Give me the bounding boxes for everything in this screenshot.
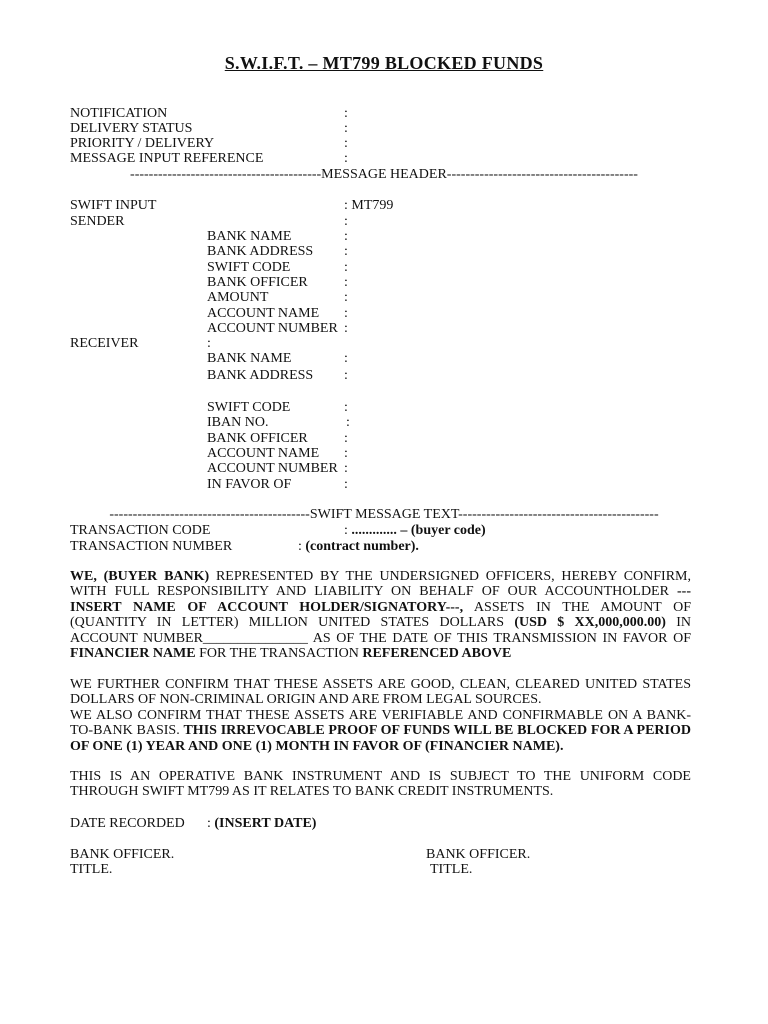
field-colon: : [344,260,348,275]
field-colon: : [344,477,348,492]
sender-field: BANK NAME [207,229,292,244]
transaction-number-label: TRANSACTION NUMBER [70,539,233,554]
document-title: S.W.I.F.T. – MT799 BLOCKED FUNDS [224,53,544,73]
field-colon: : [344,321,348,336]
field-colon: : [207,336,211,351]
receiver-field: BANK OFFICER [207,431,308,446]
sender-field: SWIFT CODE [207,260,291,275]
receiver-field: BANK ADDRESS [207,368,314,383]
swift-input-label: SWIFT INPUT [70,198,157,213]
field-colon: : [344,431,348,446]
left-bank-officer: BANK OFFICER. [70,847,175,862]
date-recorded-label: DATE RECORDED [70,816,185,831]
transaction-code-label: TRANSACTION CODE [70,523,211,538]
field-colon: : [344,106,348,121]
message-text-divider: -------------------------------------------SWIFT MESSAGE TEXT------------------------------------------- [109,507,659,522]
field-colon: : [344,229,348,244]
sender-field: BANK ADDRESS [207,244,314,259]
operative-instrument-paragraph: THIS IS AN OPERATIVE BANK INSTRUMENT AND IS SUBJECT TO THE UNIFORM CODE THROUGH SWIFT MT799 AS IT RELATES TO BANK CREDIT INSTRUMENTS. [70,769,691,800]
field-colon: : [344,275,348,290]
right-title: TITLE. [430,862,473,877]
confirmation-paragraph: WE, (BUYER BANK) REPRESENTED BY THE UNDERSIGNED OFFICERS, HEREBY CONFIRM, WITH FULL RESPONSIBILITY AND LIABILITY ON BEHALF OF OUR ACCOUNTHOLDER ---INSERT NAME OF ACCOUNT HOLDER/SIGNATORY---, ASSETS IN THE AMOUNT OF (QUANTITY IN LETTER) MILLION UNITED STATES DOLLARS (USD $ XX,000,000.00) IN ACCOUNT NUMBER_______________ AS OF THE DATE OF THIS TRANSMISSION IN FAVOR OF FINANCIER NAME FOR THE TRANSACTION REFERENCED ABOVE [70,569,691,662]
field-colon: : [344,151,348,166]
transaction-number-value: : (contract number). [298,539,419,554]
receiver-field: IBAN NO. [207,415,269,430]
field-colon: : [344,446,348,461]
assets-origin-paragraph: WE FURTHER CONFIRM THAT THESE ASSETS ARE GOOD, CLEAN, CLEARED UNITED STATES DOLLARS OF NON-CRIMINAL ORIGIN AND ARE FROM LEGAL SOURCES. [70,677,691,708]
date-recorded-value: : (INSERT DATE) [207,816,317,831]
receiver-label: RECEIVER [70,336,139,351]
message-header-divider: -----------------------------------------MESSAGE HEADER----------------------------------------- [130,167,638,182]
field-colon: : [346,415,350,430]
receiver-field: ACCOUNT NAME [207,446,320,461]
swift-input-value: : MT799 [344,198,394,213]
delivery-status-label: DELIVERY STATUS [70,121,193,136]
receiver-field: IN FAVOR OF [207,477,292,492]
field-colon: : [344,121,348,136]
sender-field: ACCOUNT NAME [207,306,320,321]
sender-label: SENDER [70,214,125,229]
sender-field: ACCOUNT NUMBER [207,321,338,336]
field-colon: : [344,244,348,259]
field-colon: : [344,400,348,415]
field-colon: : [344,461,348,476]
left-title: TITLE. [70,862,113,877]
message-input-reference-label: MESSAGE INPUT REFERENCE [70,151,264,166]
receiver-field: SWIFT CODE [207,400,291,415]
sender-field: BANK OFFICER [207,275,308,290]
transaction-code-value: : ............. – (buyer code) [344,523,486,538]
priority-label: PRIORITY / DELIVERY [70,136,215,151]
field-colon: : [344,306,348,321]
field-colon: : [344,214,348,229]
notification-label: NOTIFICATION [70,106,168,121]
blocked-funds-paragraph: WE ALSO CONFIRM THAT THESE ASSETS ARE VERIFIABLE AND CONFIRMABLE ON A BANK-TO-BANK BASIS. THIS IRREVOCABLE PROOF OF FUNDS WILL BE BLOCKED FOR A PERIOD OF ONE (1) YEAR AND ONE (1) MONTH IN FAVOR OF (FINANCIER NAME). [70,708,691,754]
field-colon: : [344,351,348,366]
field-colon: : [344,368,348,383]
field-colon: : [344,290,348,305]
right-bank-officer: BANK OFFICER. [426,847,531,862]
field-colon: : [344,136,348,151]
receiver-field: BANK NAME [207,351,292,366]
receiver-field: ACCOUNT NUMBER [207,461,338,476]
sender-field: AMOUNT [207,290,269,305]
